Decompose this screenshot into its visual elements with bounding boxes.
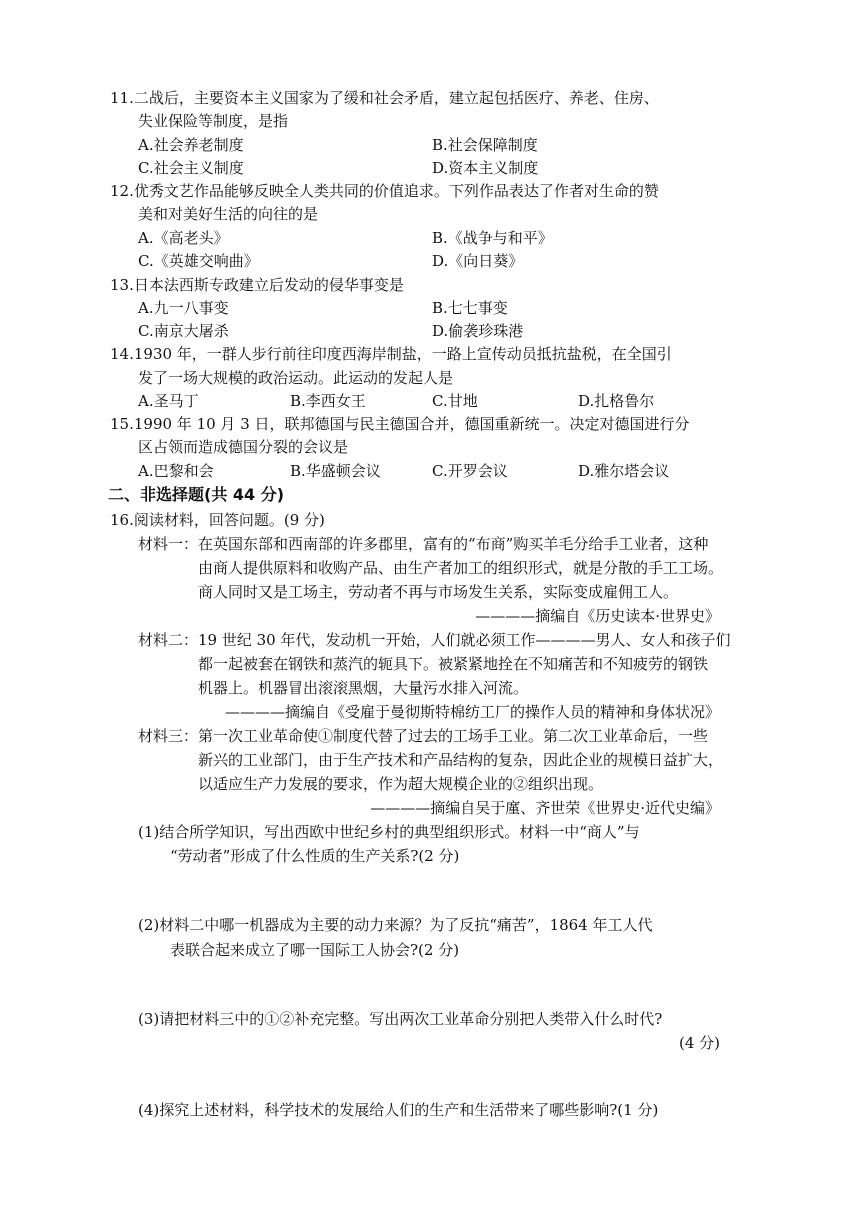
q11-stem-line2: 失业保险等制度，是指 <box>138 112 289 130</box>
subquestion-3-score: (4 分) <box>678 1034 720 1052</box>
q13-stem: 13.日本法西斯专政建立后发动的侵华事变是 <box>110 276 404 294</box>
subquestion-2-line2: 表联合起来成立了哪一国际工人协会?(2 分) <box>170 941 460 959</box>
section-title: 二、非选择题(共 44 分) <box>108 485 285 504</box>
subquestion-4-line1: (4)探究上述材料，科学技术的发展给人们的生产和生活带来了哪些影响?(1 分) <box>138 1101 659 1119</box>
q13-option-d: D.偷袭珍珠港 <box>432 322 524 340</box>
q13-option-b: B.七七事变 <box>432 299 508 317</box>
subquestion-1-line1: (1)结合所学知识，写出西欧中世纪乡村的典型组织形式。材料一中“商人”与 <box>138 823 640 841</box>
subquestion-3-line1: (3)请把材料三中的①②补充完整。写出两次工业革命分别把人类带入什么时代? <box>138 1010 663 1028</box>
q15-option-b: B.华盛顿会议 <box>290 462 381 480</box>
q11-option-a: A.社会养老制度 <box>138 136 244 154</box>
q12-option-c: C.《英雄交响曲》 <box>138 252 259 270</box>
material1-line2: 由商人提供原料和收购产品、由生产者加工的组织形式，就是分散的手工工场。 <box>198 559 724 577</box>
q11-stem-line1: 11.二战后，主要资本主义国家为了缓和社会矛盾，建立起包括医疗、养老、住房、 <box>110 89 659 107</box>
material2-line3: 机器上。机器冒出滚滚黑烟，大量污水排入河流。 <box>198 679 529 697</box>
q15-option-c: C.开罗会议 <box>432 462 508 480</box>
q14-stem-line1: 14.1930 年，一群人步行前往印度西海岸制盐，一路上宣传动员抵抗盐税，在全国引 <box>110 345 672 363</box>
q14-stem-line2: 发了一场大规模的政治运动。此运动的发起人是 <box>138 369 454 387</box>
q12-option-b: B.《战争与和平》 <box>432 229 553 247</box>
q11-option-d: D.资本主义制度 <box>432 159 539 177</box>
q15-option-d: D.雅尔塔会议 <box>578 462 670 480</box>
q14-option-d: D.扎格鲁尔 <box>578 392 655 410</box>
material3-line1: 材料三：第一次工业革命使①制度代替了过去的工场手工业。第二次工业革命后，一些 <box>138 727 709 745</box>
q14-option-c: C.甘地 <box>432 392 478 410</box>
material3-line2: 新兴的工业部门，由于生产技术和产品结构的复杂，因此企业的规模日益扩大， <box>198 751 724 769</box>
material1-line1: 材料一：在英国东部和西南部的许多郡里，富有的“布商”购买羊毛分给手工业者，这种 <box>138 535 709 553</box>
material3-source: ————摘编自吴于廑、齐世荣《世界史·近代史编》 <box>370 799 720 817</box>
q11-option-b: B.社会保障制度 <box>432 136 538 154</box>
q14-option-a: A.圣马丁 <box>138 392 199 410</box>
q15-stem-line1: 15.1990 年 10 月 3 日，联邦德国与民主德国合并，德国重新统一。决定对德国进行分 <box>110 415 690 433</box>
q15-stem-line2: 区占领而造成德国分裂的会议是 <box>138 438 349 456</box>
material2-line2: 都一起被套在钢铁和蒸汽的轭具下。被紧紧地拴在不知痛苦和不知疲劳的钢铁 <box>198 655 709 673</box>
q13-option-a: A.九一八事变 <box>138 299 229 317</box>
q12-option-d: D.《向日葵》 <box>432 252 524 270</box>
subquestion-2-line1: (2)材料二中哪一机器成为主要的动力来源？为了反抗“痛苦”，1864 年工人代 <box>138 916 653 934</box>
q11-option-c: C.社会主义制度 <box>138 159 244 177</box>
material2-line1: 材料二：19 世纪 30 年代，发动机一开始，人们就必须工作————男人、女人和孩子们 <box>138 631 731 649</box>
q12-option-a: A.《高老头》 <box>138 229 229 247</box>
material1-line3: 商人同时又是工场主，劳动者不再与市场发生关系，实际变成雇佣工人。 <box>198 583 679 601</box>
q12-stem-line1: 12.优秀文艺作品能够反映全人类共同的价值追求。下列作品表达了作者对生命的赞 <box>110 182 659 200</box>
q14-option-b: B.李西女王 <box>290 392 366 410</box>
subquestion-1-line2: “劳动者”形成了什么性质的生产关系?(2 分) <box>170 847 460 865</box>
q16-stem: 16.阅读材料，回答问题。(9 分) <box>110 511 325 529</box>
material3-line3: 以适应生产力发展的要求，作为超大规模企业的②组织出现。 <box>198 775 604 793</box>
material2-source: ————摘编自《受雇于曼彻斯特棉纺工厂的操作人员的精神和身体状况》 <box>224 703 720 721</box>
q12-stem-line2: 美和对美好生活的向往的是 <box>138 205 319 223</box>
material1-source: ————摘编自《历史读本·世界史》 <box>475 607 720 625</box>
q15-option-a: A.巴黎和会 <box>138 462 214 480</box>
q13-option-c: C.南京大屠杀 <box>138 322 229 340</box>
